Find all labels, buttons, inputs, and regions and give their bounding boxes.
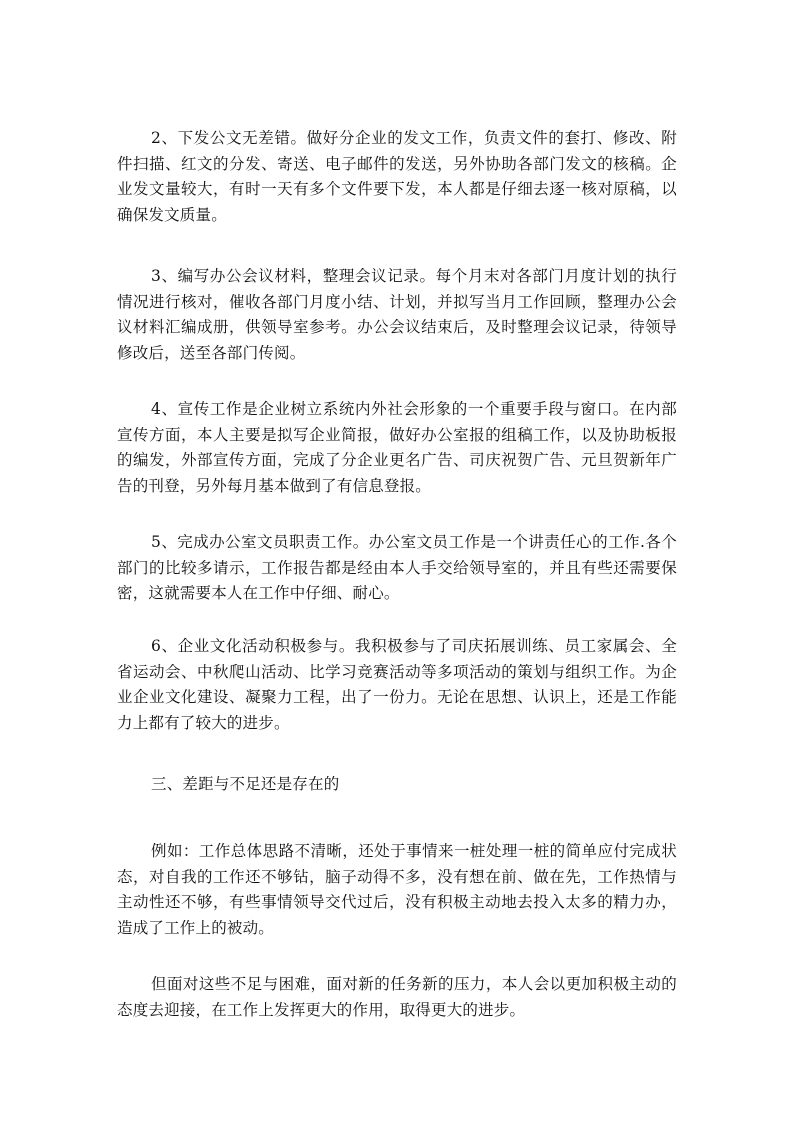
paragraph-publicity-work: 4、宣传工作是企业树立系统内外社会形象的一个重要手段与窗口。在内部宣传方面，本人主要是拟写企业简报，做好办公室报的组稿工作，以及协助板报的编发，外部宣传方面，完成了分企业更名广告、司庆祝贺广告、元旦贺新年广告的刊登，另外每月基本做到了有信息登报。 bbox=[117, 400, 677, 495]
paragraph-examples: 例如：工作总体思路不清晰，还处于事情来一桩处理一桩的简单应付完成状态，对自我的工作还不够钻，脑子动得不多，没有想在前、做在先，工作热情与主动性还不够，有些事情领导交代过后，没有积极主动地去投入太多的精力办，造成了工作上的被动。 bbox=[117, 842, 677, 937]
paragraph-clerk-duties: 5、完成办公室文员职责工作。办公室文员工作是一个讲责任心的工作.各个部门的比较多请示，工作报告都是经由本人手交给领导室的，并且有些还需要保密，这就需要本人在工作中仔细、耐心。 bbox=[117, 533, 677, 602]
section-heading-shortcomings: 三、差距与不足还是存在的 bbox=[151, 775, 340, 793]
paragraph-meeting-materials: 3、编写办公会议材料，整理会议记录。每个月末对各部门月度计划的执行情况进行核对，催收各部门月度小结、计划，并拟写当月工作回顾，整理办公会议材料汇编成册，供领导室参考。办公会议结束后，及时整理会议记录，待领导修改后，送至各部门传阅。 bbox=[117, 267, 677, 362]
paragraph-culture-activities: 6、企业文化活动积极参与。我积极参与了司庆拓展训练、员工家属会、全省运动会、中秋爬山活动、比学习竞赛活动等多项活动的策划与组织工作。为企业企业文化建设、凝聚力工程，出了一份力。无论在思想、认识上，还是工作能力上都有了较大的进步。 bbox=[117, 637, 677, 732]
paragraph-document-dispatch: 2、下发公文无差错。做好分企业的发文工作，负责文件的套打、修改、附件扫描、红文的分发、寄送、电子邮件的发送，另外协助各部门发文的核稿。企业发文量较大，有时一天有多个文件要下发，本人都是仔细去逐一核对原稿，以确保发文质量。 bbox=[117, 129, 677, 224]
paragraph-conclusion: 但面对这些不足与困难，面对新的任务新的压力，本人会以更加积极主动的态度去迎接，在工作上发挥更大的作用，取得更大的进步。 bbox=[117, 975, 677, 1019]
